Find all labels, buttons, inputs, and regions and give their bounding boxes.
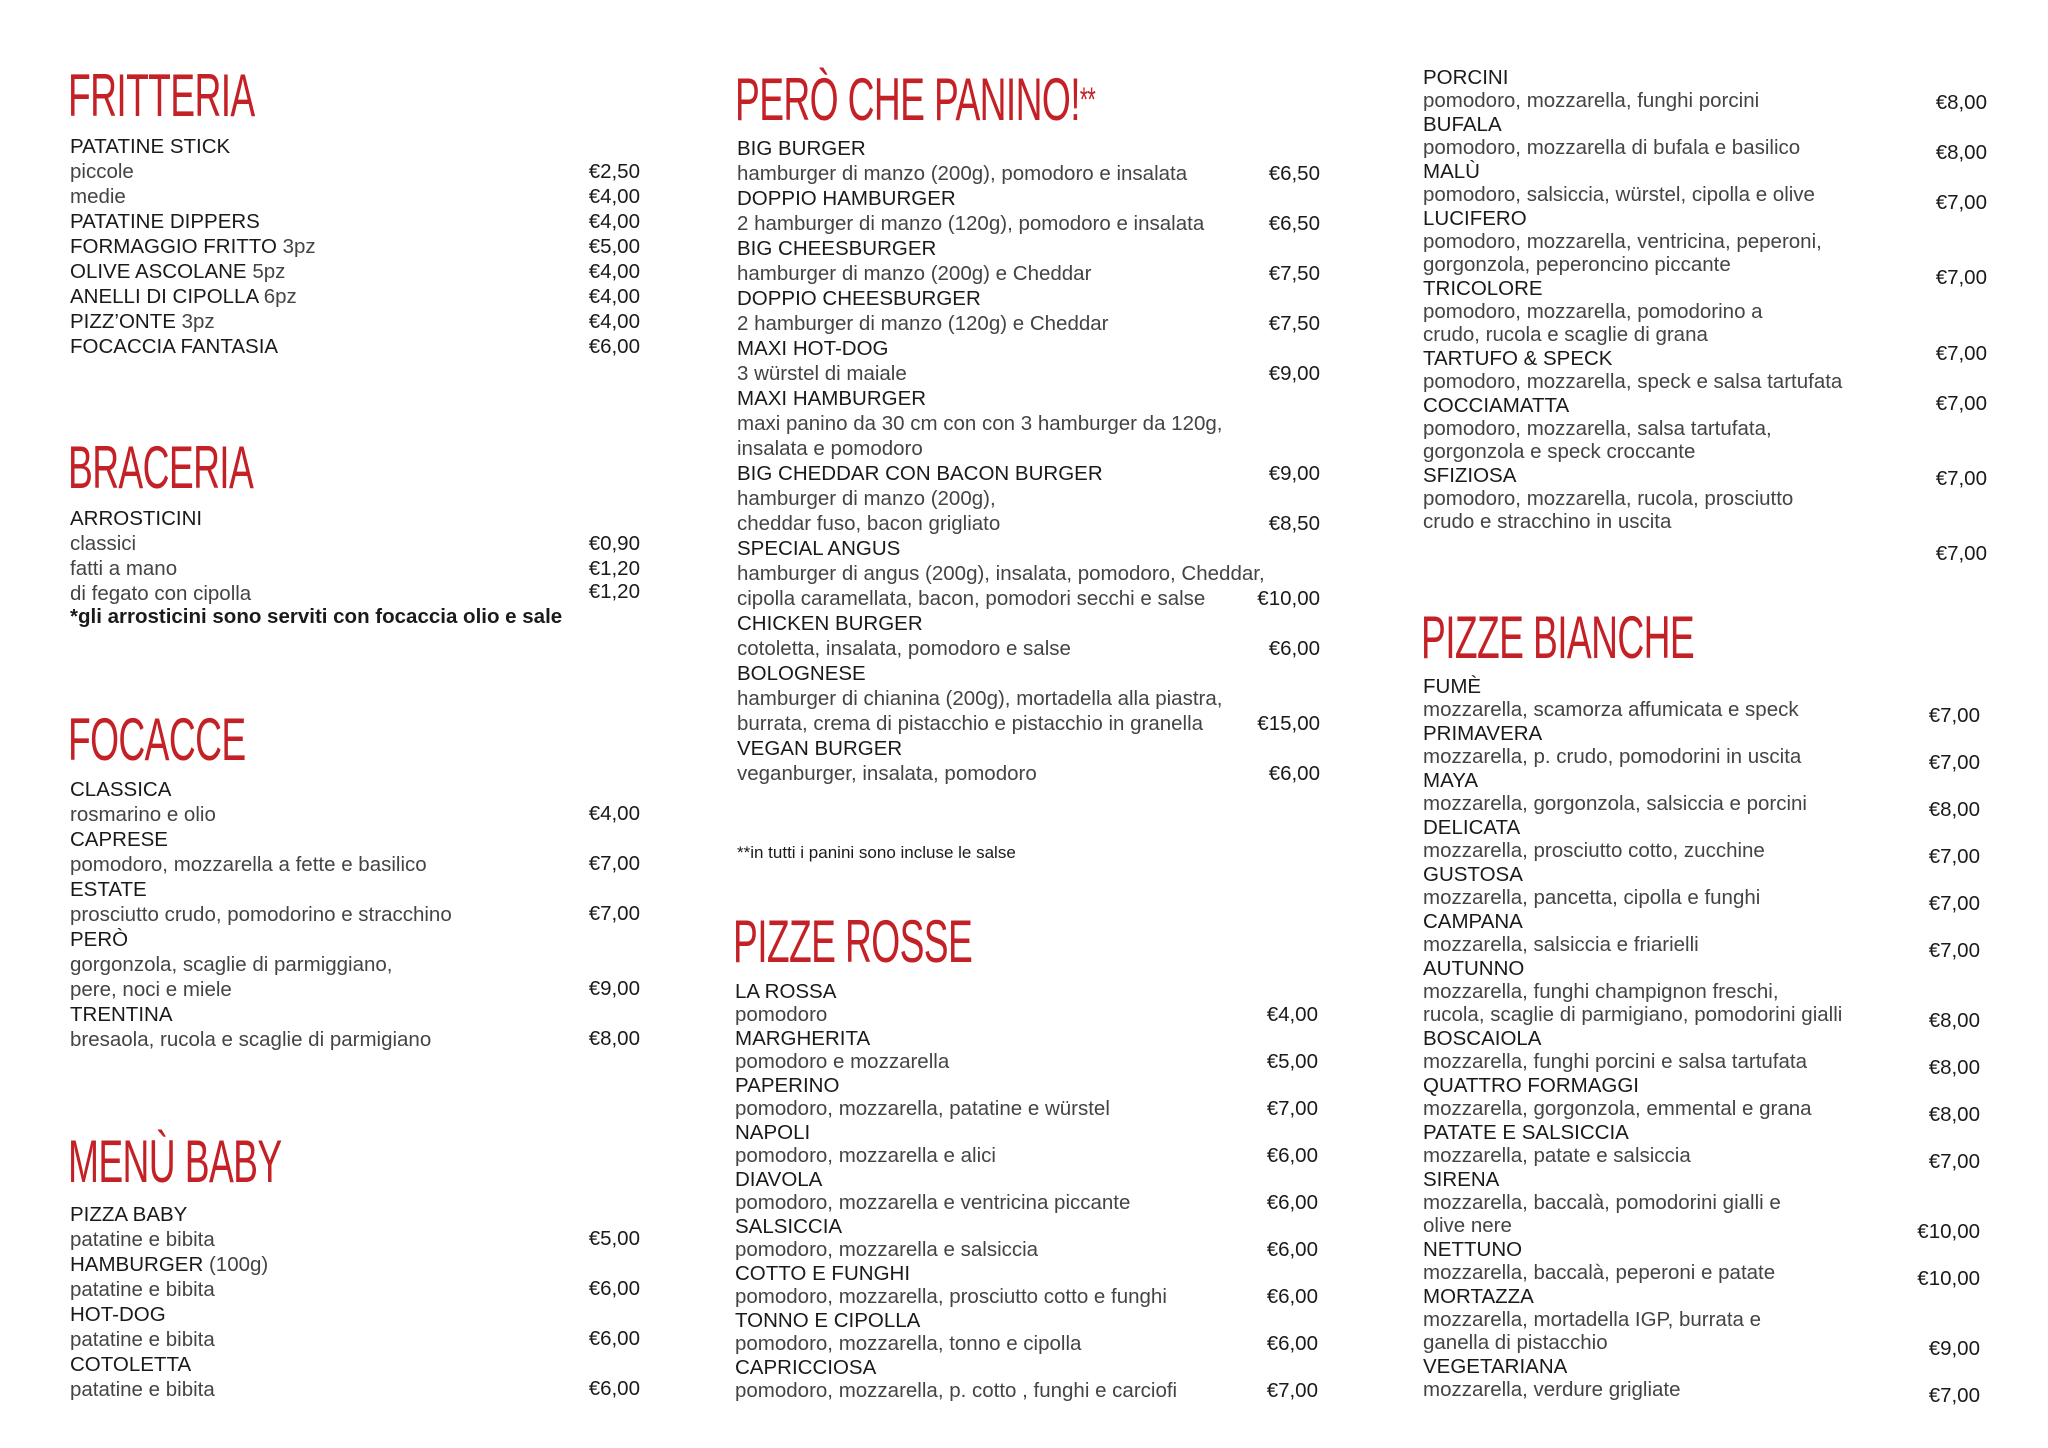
item-name: PATATE E SALSICCIA xyxy=(1423,1121,1629,1144)
item-desc-line2: crudo, rucola e scaglie di grana xyxy=(1423,323,1708,346)
item-name: FORMAGGIO FRITTO 3pz xyxy=(70,235,316,258)
item-price: €10,00 xyxy=(1917,1220,1980,1243)
item-desc: pomodoro, mozzarella e ventricina piccante xyxy=(735,1191,1131,1214)
item-price: €6,00 xyxy=(1268,762,1320,785)
item-desc: 3 würstel di maiale xyxy=(737,362,907,385)
item-desc: pomodoro, mozzarella, salsa tartufata, xyxy=(1423,417,1772,440)
item-name: LUCIFERO xyxy=(1423,207,1527,230)
item-name: PERÒ xyxy=(70,928,129,951)
item-price: €7,00 xyxy=(1928,1150,1980,1173)
item-price: €2,50 xyxy=(588,160,640,183)
item-price: €7,50 xyxy=(1268,262,1320,285)
item-desc: mozzarella, baccalà, pomodorini gialli e xyxy=(1423,1191,1781,1214)
item-desc: pomodoro, mozzarella, p. cotto , funghi e carciofi xyxy=(735,1379,1178,1402)
item-price: €8,00 xyxy=(1928,1103,1980,1126)
item-name: LA ROSSA xyxy=(735,980,837,1003)
item-name: BIG CHEESBURGER xyxy=(737,237,937,260)
item-price: €6,00 xyxy=(588,1377,640,1400)
item-name: HOT-DOG xyxy=(70,1303,166,1326)
item-desc: patatine e bibita xyxy=(70,1228,215,1251)
item-name: FUMÈ xyxy=(1423,675,1482,698)
item-price: €4,00 xyxy=(588,802,640,825)
item-price: €1,20 xyxy=(588,557,640,580)
item-price: €6,50 xyxy=(1268,162,1320,185)
item-desc: piccole xyxy=(70,160,134,183)
item-desc: mozzarella, gorgonzola, emmental e grana xyxy=(1423,1097,1812,1120)
item-name: NAPOLI xyxy=(735,1121,811,1144)
item-name: COCCIAMATTA xyxy=(1423,394,1570,417)
item-desc: hamburger di chianina (200g), mortadella alla piastra, xyxy=(737,687,1223,710)
item-name: PIZZ’ONTE 3pz xyxy=(70,310,215,333)
item-desc: pomodoro, mozzarella, rucola, prosciutto xyxy=(1423,487,1794,510)
item-name: CAMPANA xyxy=(1423,910,1523,933)
item-qty: 3pz xyxy=(282,235,316,258)
item-price: €6,00 xyxy=(1266,1191,1318,1214)
item-price: €7,00 xyxy=(1935,542,1987,565)
item-price: €8,00 xyxy=(1935,141,1987,164)
item-desc-line2: gorgonzola e speck croccante xyxy=(1423,440,1696,463)
item-name: SALSICCIA xyxy=(735,1215,843,1238)
item-desc-line2: olive nere xyxy=(1423,1214,1512,1237)
item-name: AUTUNNO xyxy=(1423,957,1525,980)
item-price: €7,00 xyxy=(1266,1379,1318,1402)
item-price: €4,00 xyxy=(588,285,640,308)
item-price: €8,00 xyxy=(588,1027,640,1050)
section-title: PERÒ CHE PANINO!** xyxy=(735,66,1096,133)
item-qty: 3pz xyxy=(181,310,215,333)
item-desc: pomodoro, mozzarella, funghi porcini xyxy=(1423,89,1760,112)
item-desc: mozzarella, funghi porcini e salsa tartufata xyxy=(1423,1050,1808,1073)
item-qty: 5pz xyxy=(252,260,286,283)
item-desc: mozzarella, salsiccia e friarielli xyxy=(1423,933,1699,956)
item-desc-line2: rucola, scaglie di parmigiano, pomodorini gialli xyxy=(1423,1003,1843,1026)
item-name: PORCINI xyxy=(1423,66,1509,89)
item-desc: mozzarella, verdure grigliate xyxy=(1423,1378,1681,1401)
item-price: €7,00 xyxy=(1935,342,1987,365)
item-desc-line2: gorgonzola, peperoncino piccante xyxy=(1423,253,1731,276)
item-price: €6,00 xyxy=(588,1277,640,1300)
item-name: MAXI HAMBURGER xyxy=(737,387,927,410)
item-name: PIZZA BABY xyxy=(70,1203,188,1226)
item-name: BIG BURGER xyxy=(737,137,866,160)
item-desc: medie xyxy=(70,185,126,208)
item-name: VEGAN BURGER xyxy=(737,737,903,760)
item-name: PRIMAVERA xyxy=(1423,722,1543,745)
item-name: OLIVE ASCOLANE 5pz xyxy=(70,260,286,283)
section-title: PIZZE ROSSE xyxy=(733,908,973,975)
item-desc: mozzarella, gorgonzola, salsiccia e porcini xyxy=(1423,792,1807,815)
item-desc: patatine e bibita xyxy=(70,1378,215,1401)
item-name: CHICKEN BURGER xyxy=(737,612,923,635)
item-desc: pomodoro, mozzarella, pomodorino a xyxy=(1423,300,1763,323)
item-desc: gorgonzola, scaglie di parmiggiano, xyxy=(70,953,393,976)
item-desc: pomodoro, mozzarella, prosciutto cotto e funghi xyxy=(735,1285,1167,1308)
item-price: €8,00 xyxy=(1935,91,1987,114)
item-desc: patatine e bibita xyxy=(70,1328,215,1351)
item-price: €8,00 xyxy=(1928,1056,1980,1079)
item-price: €15,00 xyxy=(1257,712,1320,735)
item-desc: 2 hamburger di manzo (120g) e Cheddar xyxy=(737,312,1109,335)
item-price: €7,50 xyxy=(1268,312,1320,335)
item-name: SFIZIOSA xyxy=(1423,464,1517,487)
item-desc-line2: cipolla caramellata, bacon, pomodori secchi e salse xyxy=(737,587,1206,610)
item-price: €4,00 xyxy=(1266,1003,1318,1026)
item-name: BUFALA xyxy=(1423,113,1502,136)
item-price: €8,50 xyxy=(1268,512,1320,535)
item-price: €7,00 xyxy=(588,902,640,925)
item-name: BIG CHEDDAR CON BACON BURGER xyxy=(737,462,1103,485)
item-name: DIAVOLA xyxy=(735,1168,823,1191)
item-price: €7,00 xyxy=(1935,392,1987,415)
item-name: CAPRESE xyxy=(70,828,168,851)
item-name: MAXI HOT-DOG xyxy=(737,337,889,360)
item-desc: pomodoro, salsiccia, würstel, cipolla e olive xyxy=(1423,183,1815,206)
item-name: FOCACCIA FANTASIA xyxy=(70,335,279,358)
item-name: VEGETARIANA xyxy=(1423,1355,1568,1378)
item-desc: pomodoro, mozzarella a fette e basilico xyxy=(70,853,427,876)
section-title: MENÙ BABY xyxy=(68,1128,282,1195)
item-desc: pomodoro, mozzarella, patatine e würstel xyxy=(735,1097,1110,1120)
item-price: €10,00 xyxy=(1257,587,1320,610)
item-name: TARTUFO & SPECK xyxy=(1423,347,1613,370)
item-desc: pomodoro xyxy=(735,1003,828,1026)
item-desc: pomodoro, mozzarella, speck e salsa tartufata xyxy=(1423,370,1843,393)
item-name: BOLOGNESE xyxy=(737,662,866,685)
item-price: €5,00 xyxy=(588,1227,640,1250)
item-price: €7,00 xyxy=(1935,467,1987,490)
item-name: NETTUNO xyxy=(1423,1238,1523,1261)
item-desc: hamburger di angus (200g), insalata, pomodoro, Cheddar, xyxy=(737,562,1265,585)
item-name: GUSTOSA xyxy=(1423,863,1523,886)
item-price: €1,20 xyxy=(588,580,640,603)
item-name: HAMBURGER (100g) xyxy=(70,1253,269,1276)
item-desc: bresaola, rucola e scaglie di parmigiano xyxy=(70,1028,432,1051)
title-mark: ** xyxy=(1079,81,1096,119)
item-name: COTTO E FUNGHI xyxy=(735,1262,911,1285)
item-name: DOPPIO HAMBURGER xyxy=(737,187,956,210)
item-desc-line2: ganella di pistacchio xyxy=(1423,1331,1608,1354)
item-desc-line2: crudo e stracchino in uscita xyxy=(1423,510,1672,533)
item-desc-line2: insalata e pomodoro xyxy=(737,437,923,460)
item-name: TONNO E CIPOLLA xyxy=(735,1309,921,1332)
item-desc-line2: pere, noci e miele xyxy=(70,978,232,1001)
item-name: MORTAZZA xyxy=(1423,1285,1534,1308)
item-desc: pomodoro, mozzarella e salsiccia xyxy=(735,1238,1039,1261)
item-desc: mozzarella, scamorza affumicata e speck xyxy=(1423,698,1799,721)
item-desc: pomodoro, mozzarella, tonno e cipolla xyxy=(735,1332,1082,1355)
item-desc: mozzarella, baccalà, peperoni e patate xyxy=(1423,1261,1776,1284)
section-title: PIZZE BIANCHE xyxy=(1421,604,1695,671)
item-price: €8,00 xyxy=(1928,1009,1980,1032)
item-name: PATATINE DIPPERS xyxy=(70,210,260,233)
item-price: €8,00 xyxy=(1928,798,1980,821)
item-price: €6,00 xyxy=(588,1327,640,1350)
item-name: TRENTINA xyxy=(70,1003,173,1026)
item-name: BOSCAIOLA xyxy=(1423,1027,1542,1050)
item-desc-line2: burrata, crema di pistacchio e pistacchio in granella xyxy=(737,712,1204,735)
item-price: €6,00 xyxy=(1266,1332,1318,1355)
item-desc-line2: cheddar fuso, bacon grigliato xyxy=(737,512,1001,535)
item-desc: classici xyxy=(70,532,137,555)
item-desc: prosciutto crudo, pomodorino e stracchino xyxy=(70,903,452,926)
item-price: €9,00 xyxy=(588,977,640,1000)
item-price: €7,00 xyxy=(1928,892,1980,915)
item-desc: mozzarella, patate e salsiccia xyxy=(1423,1144,1691,1167)
item-name: PAPERINO xyxy=(735,1074,840,1097)
item-name: DOPPIO CHEESBURGER xyxy=(737,287,981,310)
item-desc: fatti a mano xyxy=(70,557,178,580)
item-desc: rosmarino e olio xyxy=(70,803,216,826)
item-desc: pomodoro e mozzarella xyxy=(735,1050,950,1073)
item-price: €4,00 xyxy=(588,210,640,233)
item-price: €4,00 xyxy=(588,310,640,333)
item-price: €7,00 xyxy=(1928,939,1980,962)
item-name: CLASSICA xyxy=(70,778,172,801)
item-price: €4,00 xyxy=(588,260,640,283)
item-name: MAYA xyxy=(1423,769,1479,792)
item-price: €6,00 xyxy=(1266,1285,1318,1308)
item-desc: pomodoro, mozzarella e alici xyxy=(735,1144,996,1167)
item-desc: patatine e bibita xyxy=(70,1278,215,1301)
item-desc: mozzarella, funghi champignon freschi, xyxy=(1423,980,1779,1003)
section-title: FRITTERIA xyxy=(68,62,255,129)
item-name: ANELLI DI CIPOLLA 6pz xyxy=(70,285,297,308)
item-price: €7,00 xyxy=(588,852,640,875)
item-name: QUATTRO FORMAGGI xyxy=(1423,1074,1640,1097)
item-name: SPECIAL ANGUS xyxy=(737,537,901,560)
item-desc: mozzarella, prosciutto cotto, zucchine xyxy=(1423,839,1765,862)
section-title: BRACERIA xyxy=(68,434,254,501)
item-desc: mozzarella, mortadella IGP, burrata e xyxy=(1423,1308,1762,1331)
item-price: €6,00 xyxy=(1266,1144,1318,1167)
item-price: €4,00 xyxy=(588,185,640,208)
item-price: €7,00 xyxy=(1928,845,1980,868)
item-name: ESTATE xyxy=(70,878,147,901)
item-price: €6,00 xyxy=(588,335,640,358)
item-price: €6,50 xyxy=(1268,212,1320,235)
section-title: FOCACCE xyxy=(68,706,246,773)
item-price: €9,00 xyxy=(1928,1337,1980,1360)
item-name: COTOLETTA xyxy=(70,1353,192,1376)
item-price: €0,90 xyxy=(588,532,640,555)
item-price: €9,00 xyxy=(1268,362,1320,385)
item-price: €7,00 xyxy=(1928,751,1980,774)
item-desc: cotoletta, insalata, pomodoro e salse xyxy=(737,637,1071,660)
item-name: MARGHERITA xyxy=(735,1027,871,1050)
item-price: €7,00 xyxy=(1266,1097,1318,1120)
item-price: €10,00 xyxy=(1917,1267,1980,1290)
item-name: TRICOLORE xyxy=(1423,277,1543,300)
item-price: €6,00 xyxy=(1266,1238,1318,1261)
item-price: €5,00 xyxy=(1266,1050,1318,1073)
item-name: DELICATA xyxy=(1423,816,1521,839)
item-desc: pomodoro, mozzarella, ventricina, peperoni, xyxy=(1423,230,1822,253)
item-price: €7,00 xyxy=(1928,1384,1980,1407)
item-desc: hamburger di manzo (200g), xyxy=(737,487,996,510)
item-desc: maxi panino da 30 cm con con 3 hamburger da 120g, xyxy=(737,412,1223,435)
item-desc: di fegato con cipolla xyxy=(70,582,252,605)
item-price: €7,00 xyxy=(1935,191,1987,214)
item-name: CAPRICCIOSA xyxy=(735,1356,877,1379)
item-qty: (100g) xyxy=(208,1253,269,1276)
item-price: €9,00 xyxy=(1268,462,1320,485)
item-desc: 2 hamburger di manzo (120g), pomodoro e insalata xyxy=(737,212,1205,235)
item-price: €6,00 xyxy=(1268,637,1320,660)
item-name: PATATINE STICK xyxy=(70,135,231,158)
item-desc: hamburger di manzo (200g) e Cheddar xyxy=(737,262,1092,285)
panino-note: **in tutti i panini sono incluse le salse xyxy=(737,843,1016,862)
item-price: €7,00 xyxy=(1928,704,1980,727)
item-price: €5,00 xyxy=(588,235,640,258)
item-qty: 6pz xyxy=(263,285,297,308)
item-name: ARROSTICINI xyxy=(70,507,203,530)
item-name: SIRENA xyxy=(1423,1168,1500,1191)
item-price: €7,00 xyxy=(1935,266,1987,289)
braceria-note: *gli arrosticini sono serviti con focaccia olio e sale xyxy=(70,605,563,628)
item-desc: pomodoro, mozzarella di bufala e basilico xyxy=(1423,136,1801,159)
item-desc: mozzarella, pancetta, cipolla e funghi xyxy=(1423,886,1761,909)
item-desc: mozzarella, p. crudo, pomodorini in uscita xyxy=(1423,745,1802,768)
item-desc: hamburger di manzo (200g), pomodoro e insalata xyxy=(737,162,1188,185)
item-desc: veganburger, insalata, pomodoro xyxy=(737,762,1037,785)
item-name: MALÙ xyxy=(1423,160,1480,183)
